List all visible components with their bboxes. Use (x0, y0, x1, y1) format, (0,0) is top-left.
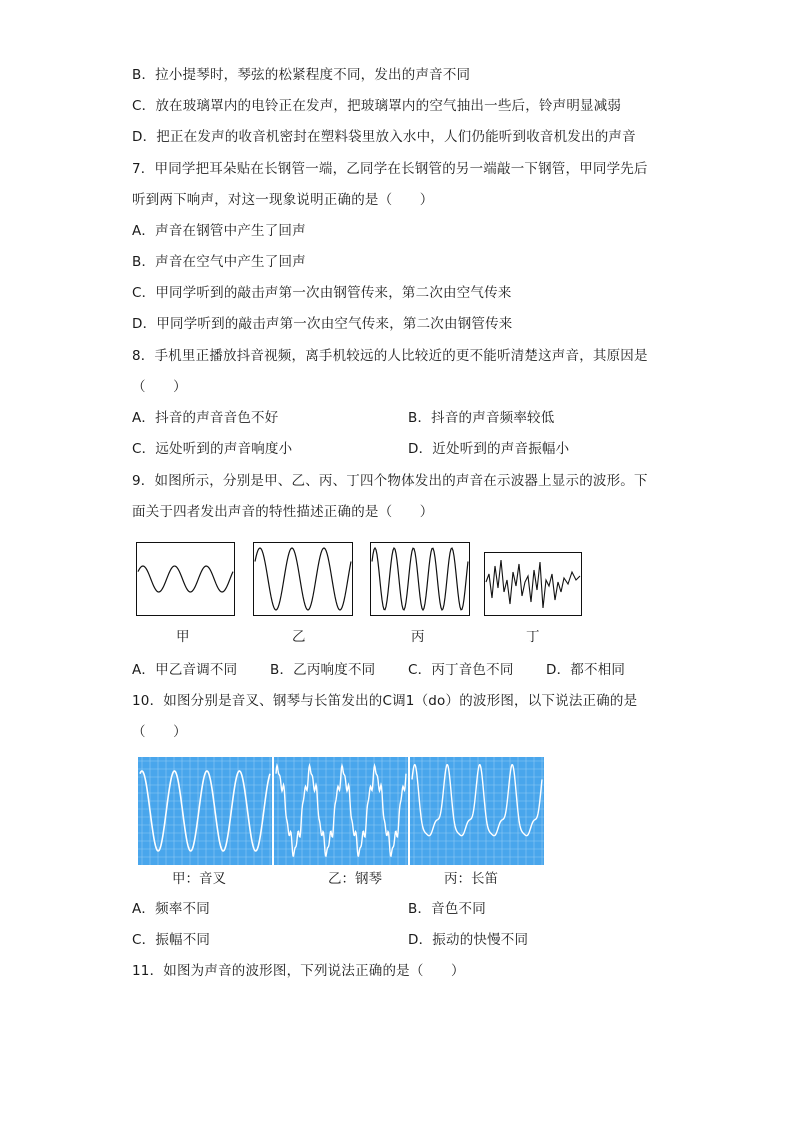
q6-option-d: D．把正在发声的收音机密封在塑料袋里放入水中，人们仍能听到收音机发出的声音 (132, 129, 636, 145)
q9-label-jia: 甲 (176, 629, 190, 645)
q7-option-c: C．甲同学听到的敲击声第一次由钢管传来，第二次由空气传来 (132, 285, 512, 301)
q8-option-d: D．近处听到的声音振幅小 (408, 441, 570, 457)
q10-option-b: B．音色不同 (408, 901, 486, 917)
q10-label-tuning-fork: 甲：音叉 (172, 871, 226, 887)
q9-stem-line2: 面关于四者发出声音的特性描述正确的是（ ） (132, 504, 434, 520)
q9-waveform-bing (370, 542, 470, 616)
q9-waveform-yi (253, 542, 353, 616)
q7-option-b: B．声音在空气中产生了回声 (132, 254, 306, 270)
q10-scope-tuning-fork (138, 757, 272, 865)
q8-stem-line2: （ ） (132, 379, 187, 395)
q9-option-c: C．丙丁音色不同 (408, 662, 514, 678)
q9-option-d: D．都不相同 (546, 662, 626, 678)
q11-stem: 11．如图为声音的波形图，下列说法正确的是（ ） (132, 963, 465, 979)
q9-label-yi: 乙 (292, 629, 306, 645)
q9-option-b: B．乙丙响度不同 (270, 662, 376, 678)
q9-label-ding: 丁 (526, 629, 540, 645)
q10-option-d: D．振动的快慢不同 (408, 932, 529, 948)
q9-waveform-jia (136, 542, 235, 616)
q7-option-d: D．甲同学听到的敲击声第一次由空气传来，第二次由钢管传来 (132, 316, 513, 332)
q9-label-bing: 丙 (411, 629, 425, 645)
q7-stem-line1: 7．甲同学把耳朵贴在长钢管一端，乙同学在长钢管的另一端敲一下钢管，甲同学先后 (132, 161, 648, 177)
q10-scope-flute (410, 757, 544, 865)
q8-stem-line1: 8．手机里正播放抖音视频，离手机较远的人比较近的更不能听清楚这声音，其原因是 (132, 348, 648, 364)
q6-option-b: B．拉小提琴时，琴弦的松紧程度不同，发出的声音不同 (132, 67, 471, 83)
q10-label-piano: 乙：钢琴 (328, 871, 382, 887)
q9-option-a: A．甲乙音调不同 (132, 662, 238, 678)
q9-stem-line1: 9．如图所示，分别是甲、乙、丙、丁四个物体发出的声音在示波器上显示的波形。下 (132, 473, 648, 489)
q8-option-b: B．抖音的声音频率较低 (408, 410, 555, 426)
q10-stem-line1: 10．如图分别是音叉、钢琴与长笛发出的C调1（do）的波形图，以下说法正确的是 (132, 693, 638, 709)
q6-option-c: C．放在玻璃罩内的电铃正在发声，把玻璃罩内的空气抽出一些后，铃声明显减弱 (132, 98, 622, 114)
q7-option-a: A．声音在钢管中产生了回声 (132, 223, 306, 239)
q10-option-c: C．振幅不同 (132, 932, 211, 948)
q10-scope-piano (274, 757, 408, 865)
q10-label-flute: 丙：长笛 (444, 871, 498, 887)
q10-option-a: A．频率不同 (132, 901, 210, 917)
q8-option-a: A．抖音的声音音色不好 (132, 410, 279, 426)
q10-stem-line2: （ ） (132, 724, 187, 740)
q9-waveform-ding (484, 552, 582, 616)
q7-stem-line2: 听到两下响声，对这一现象说明正确的是（ ） (132, 192, 434, 208)
q8-option-c: C．远处听到的声音响度小 (132, 441, 293, 457)
